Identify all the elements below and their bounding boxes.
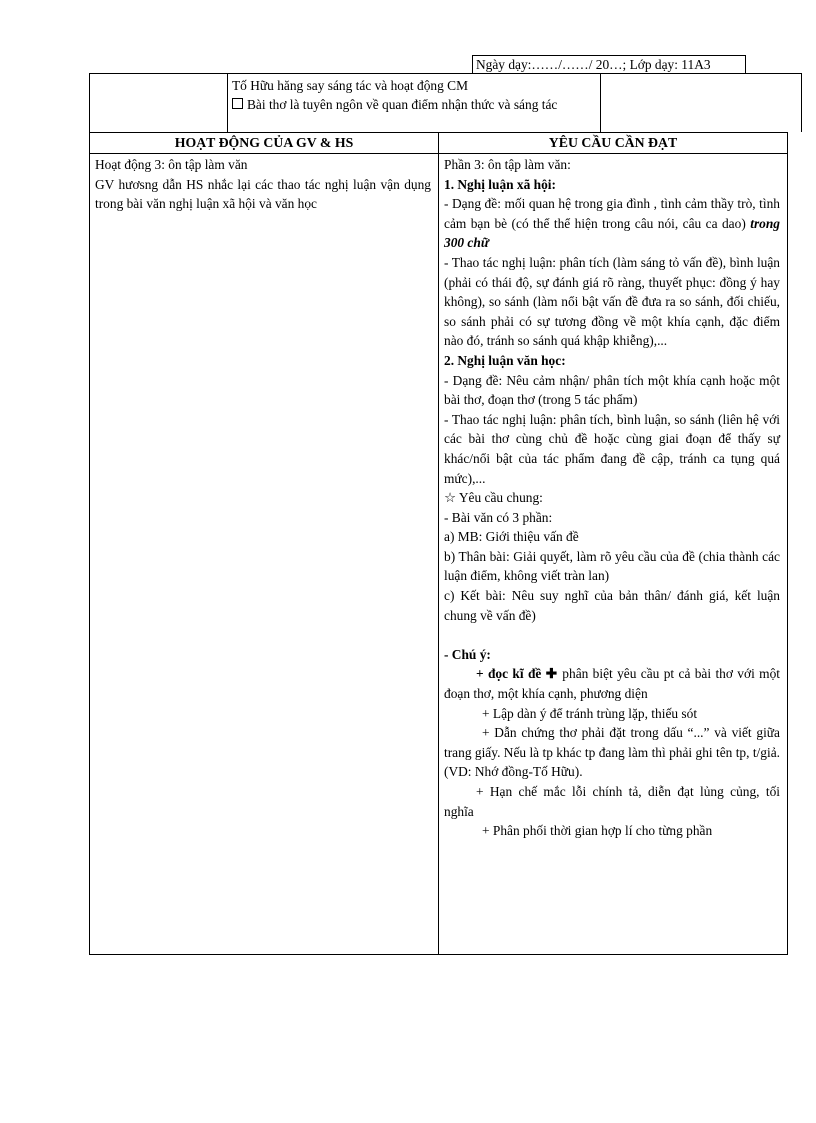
activity-desc: GV hươsng dẫn HS nhắc lại các thao tác nghị luận vận dụng trong bài văn nghị luận xã hội và văn học — [95, 176, 431, 212]
checkbox-icon — [232, 98, 243, 109]
note-title: - Chú ý: — [444, 646, 491, 662]
right-column — [444, 155, 780, 841]
note-5: + Phân phối thời gian hợp lí cho từng phần — [482, 823, 713, 839]
col2-header: YÊU CẦU CẦN ĐẠT — [548, 135, 678, 150]
activity-title: Hoạt động 3: ôn tập làm văn — [95, 157, 248, 172]
note-1: + đọc kĩ đề ✚ phân biệt yêu cầu pt cả bài thơ với một đoạn thơ, một khía cạnh, phương diện — [444, 666, 780, 702]
table-border — [89, 73, 90, 955]
table-border — [438, 132, 439, 955]
note-2: + Lập dàn ý để tránh trùng lặp, thiếu sót — [482, 705, 698, 721]
requirements-title: ☆ Yêu cầu chung: — [444, 490, 543, 506]
section2-thao-tac: - Thao tác nghị luận: phân tích, bình luận, so sánh (liên hệ với các bài thơ cùng chủ đề hoặc cùng giai đoạn để thấy sự khác/nổi bật của tác phẩm đang đề cập, tránh ca tụng quá mức),... — [444, 411, 780, 486]
requirement-b: b) Thân bài: Giải quyết, làm rõ yêu cầu của đề (chia thành các luận điểm, không viết tràn lan) — [444, 548, 780, 584]
col1-header: HOẠT ĐỘNG CỦA GV & HS — [174, 135, 354, 150]
requirement-c: c) Kết bài: Nêu suy nghĩ của bản thân/ đánh giá, kết luận chung về vấn đề) — [444, 588, 780, 623]
table-border — [787, 132, 788, 955]
top-row-cell — [232, 77, 595, 114]
section2-dang-de: - Dạng đề: Nêu cảm nhận/ phân tích một khía cạnh hoặc một bài thơ, đoạn thơ (trong 5 tác phẩm) — [444, 372, 780, 408]
part-title: Phần 3: ôn tập làm văn: — [444, 157, 571, 172]
left-column — [95, 155, 431, 214]
note-4: + Hạn chế mắc lỗi chính tả, diễn đạt lủng củng, tối nghĩa — [444, 784, 780, 819]
table-border — [600, 73, 601, 132]
section2-title: 2. Nghị luận văn học: — [444, 352, 566, 368]
section1-dang-de: - Dạng đề: mối quan hệ trong gia đình , tình cảm thầy trò, tình cảm bạn bè (có thể thể hiện trong câu nói, câu ca dao) trong 300 chữ — [444, 196, 780, 251]
date-line: Ngày dạy:……/……/ 20…; Lớp dạy: 11A3 — [472, 55, 746, 74]
requirement-a: a) MB: Giới thiệu vấn đề — [444, 529, 579, 545]
requirement-1: - Bài văn có 3 phần: — [444, 509, 553, 525]
section1-thao-tac: - Thao tác nghị luận: phân tích (làm sáng tỏ vấn đề), bình luận (phải có thái độ, sự đánh giá rõ ràng, thuyết phục: đồng ý hay không), so sánh (làm nổi bật vấn đề đưa ra so sánh, đối chiếu, so sánh phải có sự tương đồng về một khía cạnh, đặc điểm nào đó, tránh so sánh quá khập khiễng),... — [444, 254, 780, 349]
table-border — [227, 73, 228, 132]
table-border — [801, 73, 802, 132]
note-3: + Dẫn chứng thơ phải đặt trong dấu “...” và viết giữa trang giấy. Nếu là tp khác tp đang làm thì phải ghi tên tp, t/giả. (VD: Nhớ đồng-Tố Hữu). — [444, 725, 780, 780]
spacer — [444, 625, 780, 645]
plus-icon: ✚ — [545, 666, 558, 682]
star-outline-icon: ☆ — [444, 490, 457, 506]
table-border — [89, 73, 802, 74]
section1-title: 1. Nghị luận xã hội: — [444, 176, 556, 192]
top-row-line2: Bài thơ là tuyên ngôn về quan điểm nhận thức và sáng tác — [232, 96, 595, 115]
top-row-line1: Tố Hữu hăng say sáng tác và hoạt động CM — [232, 78, 468, 93]
